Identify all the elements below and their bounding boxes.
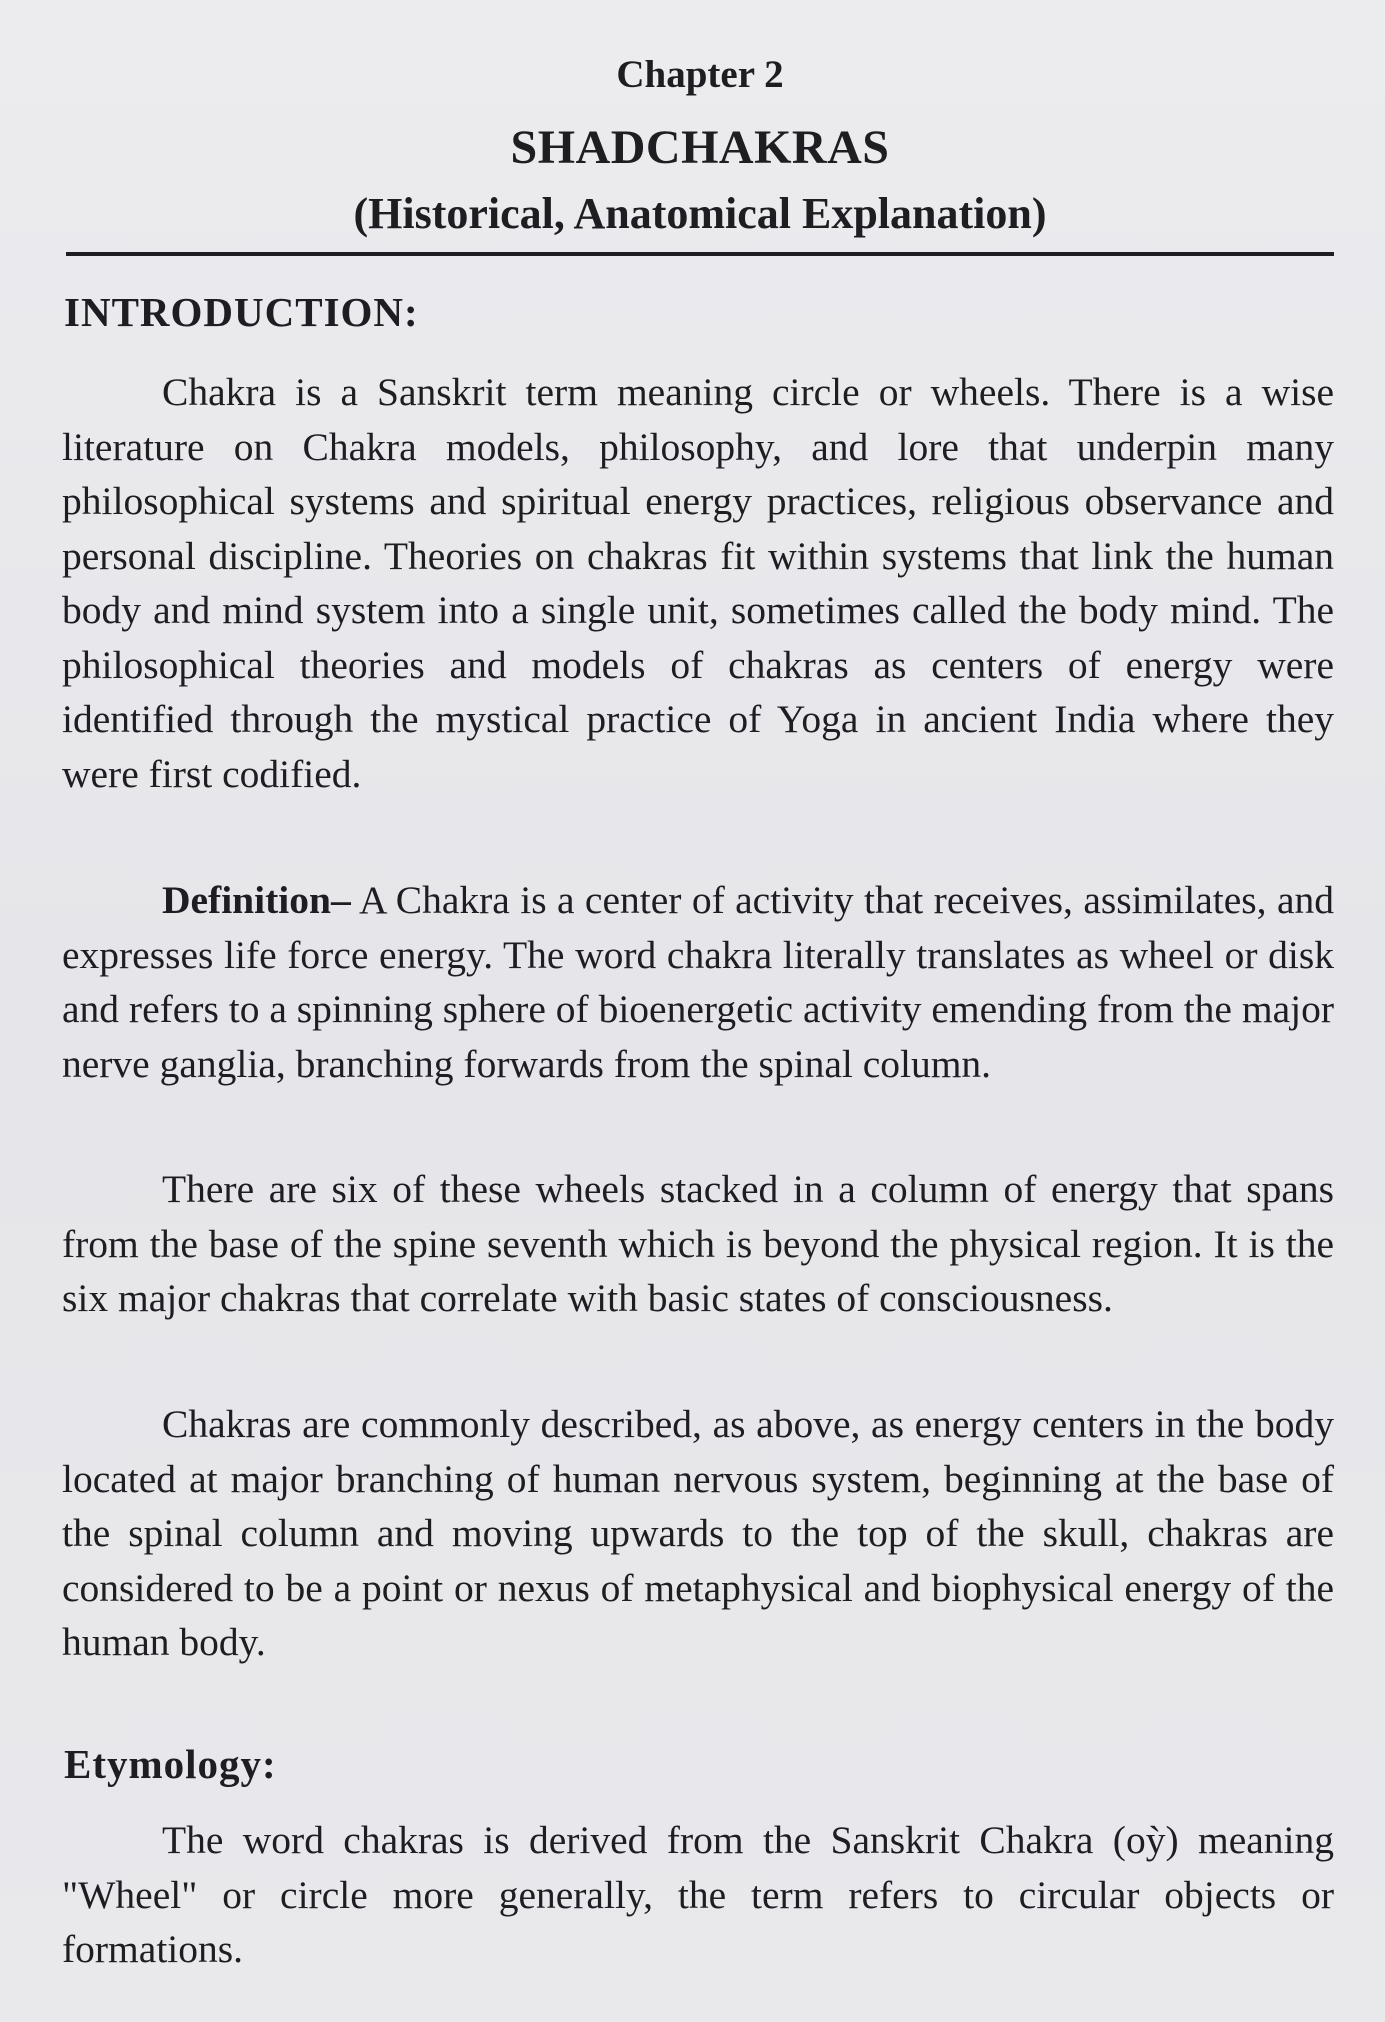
introduction-paragraph: Chakra is a Sanskrit term meaning circle or wheels. There is a wise literature on Chakra models, philosophy, and lore that underpin many philosophical systems and spiritual energy practices, religious observance and personal discipline. Theories on chakras fit within systems that link the human body and mind system into a single unit, sometimes called the body mind. The philosophical theories and models of chakras as centers of energy were identified through the mystical practice of Yoga in ancient India where they were first codified. [62,370,1334,796]
chapter-subtitle: (Historical, Anatomical Explanation) [353,189,1047,238]
chapter-label: Chapter 2 [616,53,784,96]
introduction-heading: INTRODUCTION: [64,289,419,335]
title-divider [66,252,1334,256]
energy-centers-paragraph: Chakras are commonly described, as above, as energy centers in the body located at major branching of human nervous system, beginning at the base of the spinal column and moving upwards to the top of the skull, chakras are considered to be a point or nexus of metaphysical and biophysical energy of the human body. [62,1402,1334,1664]
definition-term: Definition– [162,878,351,922]
definition-paragraph [62,873,1334,1091]
six-wheels-paragraph: There are six of these wheels stacked in a column of energy that spans from the base of the spine seventh which is beyond the physical region. It is the six major chakras that correlate with basic states of consciousness. [62,1167,1334,1320]
etymology-paragraph: The word chakras is derived from the Sanskrit Chakra (oỳ) meaning "Wheel" or circle more generally, the term refers to circular objects or formations. [62,1818,1334,1971]
chapter-title: SHADCHAKRAS [510,121,890,174]
etymology-heading: Etymology: [64,1741,277,1787]
definition-text: A Chakra is a center of activity that receives, assimilates, and expresses life force energy. The word chakra literally translates as wheel or disk and refers to a spinning sphere of bioenergetic activity emending from the major nerve ganglia, branching forwards from the spinal column. [62,878,1334,1086]
